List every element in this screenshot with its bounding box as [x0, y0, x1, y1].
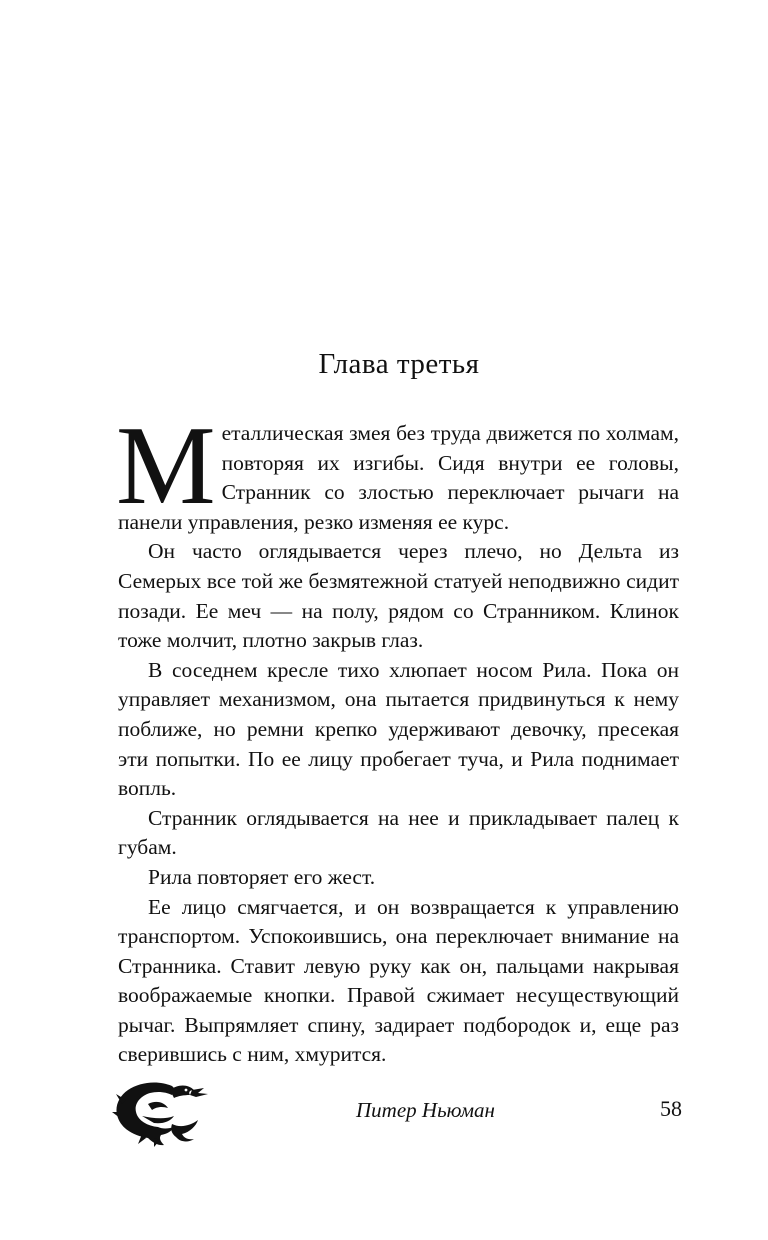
chapter-text [116, 404, 679, 1070]
paragraph-1 [116, 404, 679, 537]
dragon-icon [112, 1076, 212, 1148]
paragraph-1-text: еталлическая змея без труда движется по холмам, повторяя их изгибы. Сидя внутри ее головы, Странник со злостью переключает рычаги на панели управления, резко изменяя ее курс. [118, 421, 679, 534]
paragraph-6: Ее лицо смягчается, и он возвращается к управлению транспортом. Успокоившись, она переключает внимание на Странника. Ставит левую руку как он, пальцами накрывая воображаемые кнопки. Правой сжимает несуществующий рычаг. Выпрямляет спину, задирает подбородок и, еще раз сверившись с ним, хмурится. [118, 894, 679, 1067]
page-footer [112, 1076, 682, 1148]
paragraph-5: Рила повторяет его жест. [148, 864, 376, 889]
chapter-title: Глава третья [318, 348, 480, 380]
paragraph-4: Странник оглядывается на нее и прикладывает палец к губам. [118, 805, 679, 860]
paragraph-3: В соседнем кресле тихо хлюпает носом Рила. Пока он управляет механизмом, она пытается придвинуться к нему поближе, но ремни крепко удерживают девочку, пресекая эти попытки. По ее лицу пробегает туча, и Рила поднимает вопль. [118, 657, 679, 801]
author-name: Питер Ньюман [356, 1098, 495, 1122]
page-number: 58 [660, 1096, 682, 1121]
paragraph-2: Он часто оглядывается через плечо, но Дельта из Семерых все той же безмятежной статуей неподвижно сидит позади. Ее меч — на полу, рядом со Странником. Клинок тоже молчит, плотно закрыв глаз. [118, 539, 679, 653]
drop-cap: М [116, 404, 216, 528]
